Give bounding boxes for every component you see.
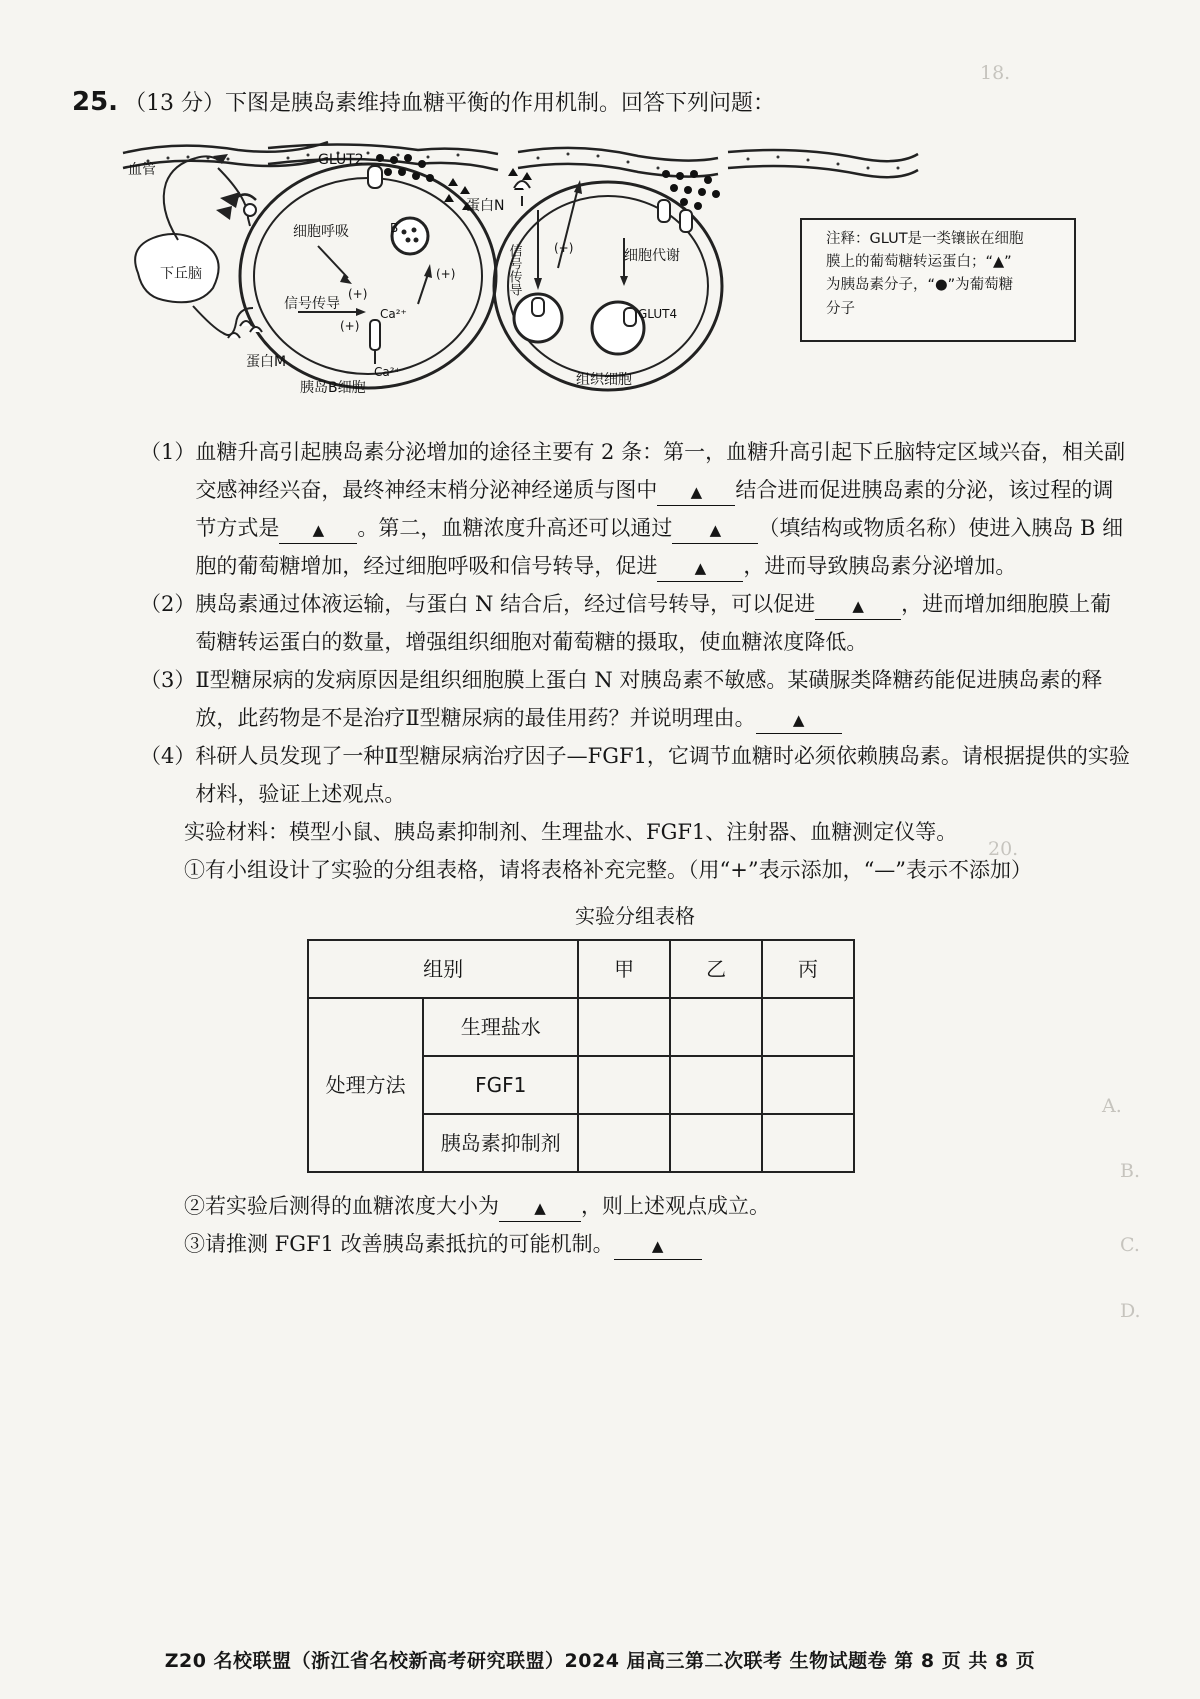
table-cell-empty[interactable] xyxy=(762,1114,854,1172)
answer-blank[interactable]: ▲ xyxy=(756,705,842,734)
table-cell-empty[interactable] xyxy=(762,1056,854,1114)
table-header-group: 组别 xyxy=(308,940,578,998)
label-protein-n: 蛋白N xyxy=(466,198,505,214)
label-cell-respiration: 细胞呼吸 xyxy=(293,224,349,240)
question-number: 25. xyxy=(72,87,119,117)
table-row-label: 胰岛素抑制剂 xyxy=(423,1114,578,1172)
calcium-channel xyxy=(370,320,380,350)
q4-label: （4） xyxy=(140,744,196,768)
label-tissue-cell: 组织细胞 xyxy=(576,372,632,388)
bleed-through-text: 18. xyxy=(980,62,1011,84)
note-line-2: 膜上的葡萄糖转运蛋白；“▲” xyxy=(826,254,1012,271)
question-intro: （13 分）下图是胰岛素维持血糖平衡的作用机制。回答下列问题： xyxy=(124,91,776,116)
bleed-through-text: 20. xyxy=(988,838,1019,860)
q2-text-2: ，进而增加细胞膜上葡萄糖转运蛋白的数量，增强组织细胞对葡萄糖的摄取，使血糖浓度降低。 xyxy=(195,592,1112,654)
question-3 xyxy=(140,661,1130,737)
table-cell-empty[interactable] xyxy=(670,998,762,1056)
table-header-col: 丙 xyxy=(762,940,854,998)
page-footer: Z20 名校联盟（浙江省名校新高考研究联盟）2024 届高三第二次联考 生物试题卷 第 8 页 共 8 页 xyxy=(164,1650,1036,1672)
table-row-label: FGF1 xyxy=(423,1056,578,1114)
q3-text-1: Ⅱ型糖尿病的发病原因是组织细胞膜上蛋白 N 对胰岛素不敏感。某磺脲类降糖药能促进胰岛素的释放，此药物是不是治疗Ⅱ型糖尿病的最佳用药？并说明理由。 xyxy=(195,668,1103,730)
note-line-4: 分子 xyxy=(826,300,855,317)
answer-blank[interactable]: ▲ xyxy=(279,515,357,544)
protein-m-receptors xyxy=(228,321,262,338)
label-protein-m: 蛋白M xyxy=(246,354,287,370)
arrow-respiration-to-signal xyxy=(318,246,348,278)
answer-blank[interactable]: ▲ xyxy=(672,515,758,544)
label-glut2: GLUT2 xyxy=(318,152,364,168)
table-cell-empty[interactable] xyxy=(762,998,854,1056)
q1-text-3: 。第二，血糖浓度升高还可以通过 xyxy=(357,516,673,540)
label-vessel: 血管 xyxy=(128,162,156,178)
q2-label: （2） xyxy=(140,592,196,616)
q4-sub-2 xyxy=(140,1187,1130,1225)
table-method-label: 处理方法 xyxy=(308,998,423,1172)
label-islet-b-cell: 胰岛B细胞 xyxy=(300,380,366,396)
table-title: 实验分组表格 xyxy=(575,904,695,928)
question-2 xyxy=(140,585,1130,661)
glut4-vesicle-right xyxy=(592,302,644,354)
table-row-label: 生理盐水 xyxy=(423,998,578,1056)
answer-blank[interactable]: ▲ xyxy=(614,1231,702,1260)
q3-label: （3） xyxy=(140,668,196,692)
q2-text-1: 胰岛素通过体液运输，与蛋白 N 结合后，经过信号转导，可以促进 xyxy=(195,592,816,616)
bleed-through-text: A. xyxy=(1102,1095,1122,1117)
note-line-3: 为胰岛素分子，“●”为葡萄糖 xyxy=(826,277,1014,294)
label-plus-d: (+) xyxy=(554,241,574,255)
questions-body xyxy=(140,433,1130,1263)
vesicles xyxy=(244,204,256,216)
label-b: B xyxy=(390,221,399,235)
label-ca-in: Ca²⁺ xyxy=(380,307,407,321)
q1-text-4: （填结构或物质名称）使进入胰岛 B 细胞的葡萄糖增加，经过细胞呼吸和信号转导，促进 xyxy=(195,516,1124,578)
label-signal-vertical: 信号传导 xyxy=(506,244,522,296)
question-header xyxy=(72,84,775,120)
note-line-1: 注释：GLUT是一类镶嵌在细胞 xyxy=(826,231,1024,247)
q4-sub-2-text-b: ，则上述观点成立。 xyxy=(581,1194,770,1218)
glut2-transporter xyxy=(368,166,382,188)
answer-blank[interactable]: ▲ xyxy=(499,1193,581,1222)
bleed-through-text: B. xyxy=(1120,1160,1141,1182)
q1-label: （1） xyxy=(140,440,196,464)
label-plus-c: (+) xyxy=(340,319,360,333)
q4-materials: 实验材料：模型小鼠、胰岛素抑制剂、生理盐水、FGF1、注射器、血糖测定仪等。 xyxy=(184,820,958,844)
label-glut4: GLUT4 xyxy=(638,307,678,321)
experiment-group-table xyxy=(307,939,855,1173)
q4-sub-3 xyxy=(140,1225,1130,1263)
answer-blank[interactable]: ▲ xyxy=(815,591,901,620)
table-cell-empty[interactable] xyxy=(670,1114,762,1172)
table-cell-empty[interactable] xyxy=(670,1056,762,1114)
label-plus-b: (+) xyxy=(348,287,368,301)
table-cell-empty[interactable] xyxy=(578,1114,670,1172)
q1-text-5: ，进而导致胰岛素分泌增加。 xyxy=(743,554,1017,578)
table-header-col: 乙 xyxy=(670,940,762,998)
q4-sub-1: ①有小组设计了实验的分组表格，请将表格补充完整。（用“+”表示添加，“—”表示不添加） xyxy=(184,858,1033,882)
q4-sub-2-text-a: ②若实验后测得的血糖浓度大小为 xyxy=(184,1194,499,1218)
table-row xyxy=(308,998,854,1056)
label-plus-a: (+) xyxy=(436,267,456,281)
insulin-receptor-protein-n xyxy=(514,181,530,206)
nerve-fiber-upper xyxy=(164,158,196,240)
table-header-row xyxy=(308,940,854,998)
bleed-through-text: C. xyxy=(1120,1234,1140,1256)
answer-blank[interactable]: ▲ xyxy=(657,477,735,506)
bleed-through-text: D. xyxy=(1120,1300,1141,1322)
blood-vessel-wall xyxy=(123,142,918,177)
q4-sub-3-text: ③请推测 FGF1 改善胰岛素抵抗的可能机制。 xyxy=(184,1232,614,1256)
label-hypothalamus: 下丘脑 xyxy=(160,266,202,282)
q4-text-1: 科研人员发现了一种Ⅱ型糖尿病治疗因子—FGF1，它调节血糖时必须依赖胰岛素。请根据提供的实验材料，验证上述观点。 xyxy=(195,744,1130,806)
answer-blank[interactable]: ▲ xyxy=(657,553,743,582)
label-cell-metabolism: 细胞代谢 xyxy=(624,248,680,264)
glut4-on-membrane xyxy=(658,200,670,222)
question-1 xyxy=(140,433,1130,585)
label-ca-out: Ca²⁺ xyxy=(374,365,401,379)
table-header-col: 甲 xyxy=(578,940,670,998)
q1-text-2: 结合进而促进胰岛素的分泌，该过程的调节方式是 xyxy=(195,478,1114,540)
legend-note-box xyxy=(800,218,1076,342)
question-4 xyxy=(140,737,1130,813)
label-signal-transduction: 信号传导 xyxy=(284,296,340,312)
table-cell-empty[interactable] xyxy=(578,998,670,1056)
table-cell-empty[interactable] xyxy=(578,1056,670,1114)
q1-text-1: 血糖升高引起胰岛素分泌增加的途径主要有 2 条：第一，血糖升高引起下丘脑特定区域兴奋，相关副交感神经兴奋，最终神经末梢分泌神经递质与图中 xyxy=(195,440,1126,502)
